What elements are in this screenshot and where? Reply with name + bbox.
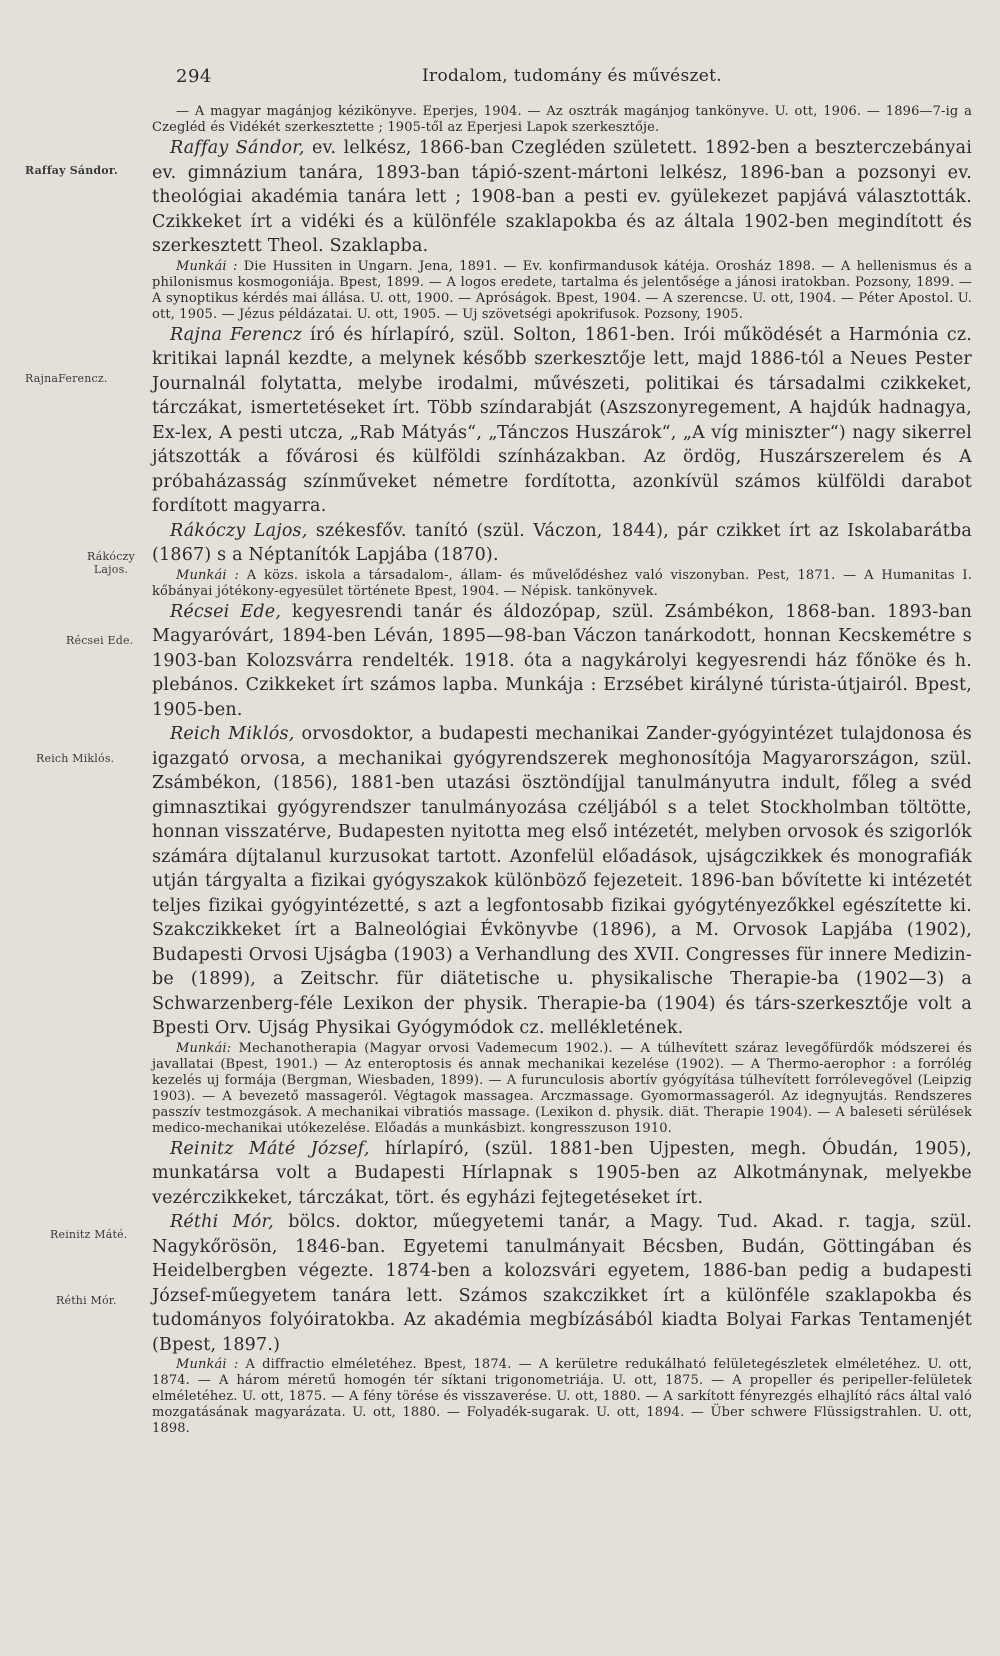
- margin-note-reinitz: Reinitz Máté.: [50, 1228, 128, 1241]
- entry-reich: [152, 722, 972, 1041]
- margin-note-recsei: Récsei Ede.: [66, 634, 134, 647]
- entry-heading: Reich Miklós,: [170, 724, 295, 744]
- works-label: Munkái :: [176, 258, 238, 274]
- works-reich: [152, 1041, 972, 1137]
- works-raffay: [152, 259, 972, 323]
- entry-heading: Réthi Mór,: [170, 1212, 274, 1232]
- margin-note-rakoczy-line1: Rákóczy: [87, 550, 135, 563]
- entry-heading: Raffay Sándor,: [170, 138, 305, 158]
- margin-note-rakoczy: [76, 550, 146, 576]
- entry-rakoczy: [152, 519, 972, 568]
- entry-text: hírlapíró, (szül. 1881-ben Ujpesten, megh. Óbudán, 1905), munkatársa volt a Budapesti Hírlapnak s 1905-ben az Alkotmánynak, melyekbe vezérczikkeket, tárczákat, tört. és egyházi fejtegetéseket írt.: [152, 1138, 973, 1208]
- entry-text: bölcs. doktor, műegyetemi tanár, a Magy. Tud. Akad. r. tagja, szül. Nagykőrösön, 1846-ban. Egyetemi tanulmányait Bécsben, Budán, Göttingában és Heidelbergben végezte. 1874-ben a kolozsvári egyetem, 1886-ban pedig a budapesti József-műegyetem tanára lett. Számos szakczikket írt a különféle szaklapokba és tudományos folyóiratokba. Az akadémia megbízásából kiadta Bolyai Farkas Tentamenjét (Bpest, 1897.): [152, 1212, 972, 1355]
- continuation-paragraph: — A magyar magánjog kézikönyve. Eperjes, 1904. — Az osztrák magánjog tankönyve. U. ott, 1906. — 1896—7-ig a Czegléd és Vidékét szerkesztette ; 1905-től az Eperjesi Lapok szerkesztője.: [152, 104, 972, 135]
- entry-text: író és hírlapíró, szül. Solton, 1861-ben. Irói működését a Harmónia cz. kritikai lapnál kezdte, a melynek később szerkesztője lett, majd 1886-tól a Neues Pester Journalnál folytatta, melybe irodalmi, művészeti, politikai és társadalmi czikkeket, tárczákat, ismertetéseket írt. Több színdarabját (Aszszonyregement, A hajdúk hadnagya, Ex-lex, A pesti utcza, „Rab Mátyás“, „Tánczos Huszárok“, „A víg miniszter“) nagy sikerrel játszották a fővárosi és külföldi színházakban. Az ördög, Huszárszerelem és A próbaházasság színműveket németre fordította, azonkívül számos külföldi darabot fordított magyarra.: [152, 324, 972, 516]
- page-number: 294: [176, 66, 212, 87]
- entry-heading: Récsei Ede,: [170, 601, 282, 622]
- margin-note-rajna: RajnaFerencz.: [25, 372, 108, 385]
- works-text: A közs. iskola a társadalom-, állam- és művelődéshez való viszonyban. Pest, 1871. — A Humanitas I. kőbányai jótékony-egyesület története Bpest, 1904. — Népisk. tankönyvek.: [152, 567, 972, 599]
- works-rakoczy: [152, 568, 972, 600]
- running-title: Irodalom, tudomány és művészet.: [422, 66, 723, 86]
- page-body: [152, 104, 972, 1437]
- entry-heading: Rákóczy Lajos,: [170, 520, 308, 541]
- entry-raffay: [152, 136, 972, 259]
- works-label: Munkái :: [176, 1357, 239, 1372]
- entry-text: orvosdoktor, a budapesti mechanikai Zander-gyógyintézet tulajdonosa és igazgató orvosa, a mechanikai gyógyrendszerek meghonosítója Magyarországon, szül. Zsámbékon, (1856), 1881-ben utazási ösztöndíjjal tanulmányutra indult, főleg a svéd gimnasztikai gyógyrendszer tanulmányozása czéljából s a telet Stockholmban töltötte, honnan visszatérve, Budapesten nyitotta meg első intézetét, melyben orvosok és szigorlók számára díjtalanul kurzusokat tartott. Azonfelül előadások, ujságczikkek és monografiák utján tárgyalta a fizikai gyógyszakok különböző fejezeteit. 1896-ban bővítette ki intézetét teljes fizikai gyógyintézetté, s azt a legfontosabb fizikai gyógytényezőkkel egészítette ki. Szakczikkeket írt a Balneológiai Évkönyvbe (1896), a M. Orvosok Lapjába (1902), Budapesti Orvosi Ujságba (1903) a Verhandlung des XVII. Congresses für innere Medizin-be (1899), a Zeitschr. für diätetische u. physikalische Therapie-ba (1902—3) a Schwarzenberg-féle Lexikon der physik. Therapie-ba (1904) és társ-szerkesztője volt a Bpesti Orv. Ujság Physikai Gyógymódok cz. mellékletének.: [152, 724, 972, 1038]
- works-label: Munkái :: [176, 567, 240, 583]
- works-text: Die Hussiten in Ungarn. Jena, 1891. — Ev. konfirmandusok kátéja. Orosház 1898. — A hellenismus és a philonismus kosmogoniája. Bpest, 1899. — A logos eredete, tartalma és jelentősége a jánosi iratokban. Pozsony, 1899. — A synoptikus kérdés mai állása. U. ott, 1900. — Apróságok. Bpest, 1904. — A szerencse. U. ott, 1904. — Péter Apostol. U. ott, 1905. — Jézus példázatai. U. ott, 1905. — Uj szövetségi apokrifusok. Pozsony, 1905.: [152, 258, 972, 322]
- margin-note-rakoczy-line2: Lajos.: [93, 563, 129, 576]
- entry-text: székesfőv. tanító (szül. Váczon, 1844), pár czikket írt az Iskolabarátba (1867) s a Néptanítók Lapjába (1870).: [152, 520, 973, 565]
- works-label: Munkái:: [176, 1040, 232, 1056]
- margin-note-rethi: Réthi Mór.: [56, 1294, 117, 1307]
- entry-heading: Rajna Ferencz: [170, 324, 303, 345]
- entry-reinitz: [152, 1137, 972, 1211]
- entry-text: ev. lelkész, 1866-ban Czegléden született. 1892-ben a beszterczebányai ev. gimnázium tanára, 1893-ban tápió-szent-mártoni lelkész, 1896-ban a pozsonyi ev. theológiai akadémia tanára lett ; 1908-ban a pesti ev. gyülekezet papjává választották. Czikkeket írt a vidéki és a különféle szaklapokba és az általa 1902-ben megindított és szerkesztett Theol. Szaklapba.: [152, 138, 973, 256]
- works-text: Mechanotherapia (Magyar orvosi Vademecum 1902.). — A túlhevített száraz levegőfürdők módszerei és javallatai (Bpest, 1901.) — Az enteroptosis és annak mechanikai kezelése (1902). — A Thermo-aerophor : a forrólég kezelés uj formája (Bergman, Wiesbaden, 1899). — A furunculosis abortív gyógyítása túlhevített forrólevegővel (Leipzig 1903). — A bevezető massageról. Végtagok massagea. Arczmassage. Gyomormassageról. Az idegnyujtás. Rendszeres passzív testmozgások. A mechanikai vibratiós massage. (Lexikon d. physik. diät. Therapie 1904). — A baleseti sérülések medico-mechanikai utókezelése. Előadás a munkásbizt. kongresszuson 1910.: [152, 1040, 972, 1136]
- works-rethi: [152, 1357, 972, 1437]
- margin-note-raffay: Raffay Sándor.: [25, 164, 118, 177]
- entry-rethi: [152, 1210, 972, 1357]
- entry-text: kegyesrendi tanár és áldozópap, szül. Zsámbékon, 1868-ban. 1893-ban Magyaróvárt, 1894-ben Léván, 1895—98-ban Váczon tanárkodott, honnan Kecskemétre s 1903-ban Kolozsvárra rendelték. 1918. óta a nagykárolyi kegyesrendi ház főnöke és h. plebános. Czikkeket írt számos lapba. Munkája : Erzsébet királyné túrista-útjairól. Bpest, 1905-ben.: [152, 601, 973, 720]
- works-text: A diffractio elméletéhez. Bpest, 1874. — A kerületre redukálható felületegészletek elméletéhez. U. ott, 1874. — A három méretű homogén tér síktani trigonometriája. U. ott, 1875. — A propeller és peripeller-felületek elméletéhez. U. ott, 1875. — A fény törése és visszaverése. U. ott, 1880. — A sarkított fényrezgés elhajlító rács által való mozgatásának magyarázata. U. ott, 1880. — Folyadék-sugarak. U. ott, 1894. — Über schwere Flüssigstrahlen. U. ott, 1898.: [152, 1357, 972, 1436]
- page-header: [0, 66, 1000, 92]
- margin-note-reich: Reich Miklós.: [36, 752, 115, 765]
- entry-recsei: [152, 600, 972, 723]
- entry-rajna: [152, 323, 972, 519]
- entry-heading: Reinitz Máté József,: [170, 1138, 370, 1159]
